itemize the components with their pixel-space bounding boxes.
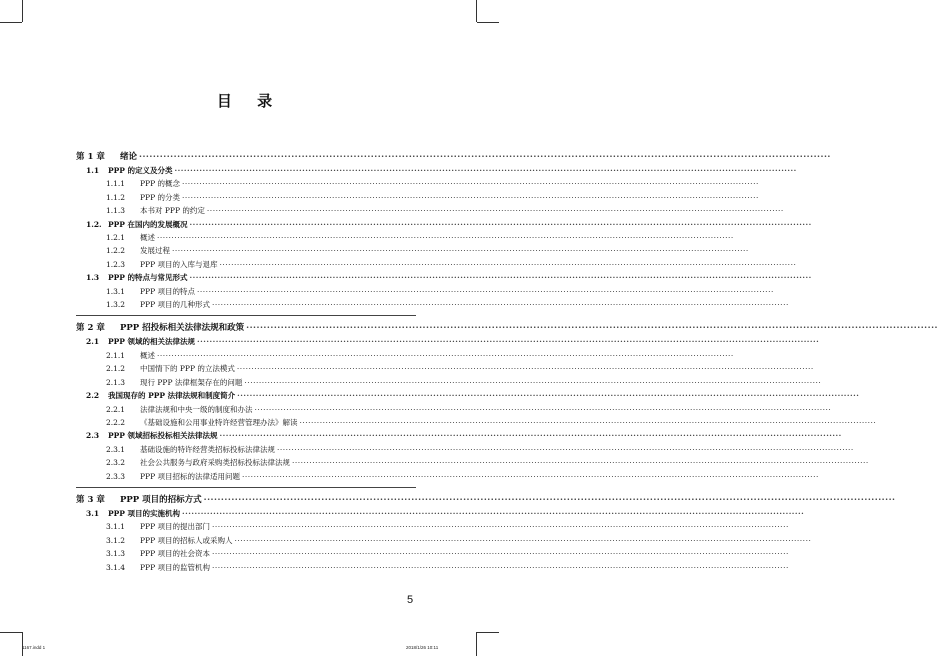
toc-subsection-title: 本书对 PPP 的约定 (140, 206, 205, 216)
dot-leader: ········································································································································································································ (292, 458, 869, 468)
dot-leader: ········································································································································································································ (246, 323, 938, 334)
toc-subsection (76, 403, 832, 416)
toc-subsection-title: PPP 项目的特点 (140, 286, 196, 296)
toc-subsection-number: 2.2.1 (106, 404, 126, 414)
toc-subsection-title: 发展过程 (140, 246, 170, 256)
toc-subsection (76, 547, 789, 560)
toc-subsection-title: 《基础设施和公用事业特许经营管理办法》解读 (140, 417, 298, 427)
toc-subsection-number: 2.3.3 (106, 471, 126, 481)
dot-leader: ········································································································································································································ (189, 273, 812, 283)
toc-subsection-number: 2.1.1 (106, 350, 126, 360)
dot-leader: ········································································································································································································ (182, 508, 805, 518)
toc-subsection-title: 概述 (140, 350, 155, 360)
toc-section (76, 335, 820, 348)
dot-leader: ········································································································································································································ (299, 417, 877, 427)
toc-subsection-number: 1.1.2 (106, 192, 126, 202)
toc-subsection (76, 244, 749, 257)
crop-mark (477, 22, 499, 23)
table-of-contents (76, 150, 938, 574)
page-title: 目 录 (216, 92, 283, 110)
toc-section-title: PPP 领域的相关法律法规 (108, 337, 196, 347)
toc-section-title: PPP 在国内的发展概况 (108, 219, 188, 229)
toc-subsection (76, 231, 734, 244)
toc-chapter-title: PPP 招投标相关法律法规和政策 (120, 323, 245, 334)
toc-subsection-number: 1.1.1 (106, 179, 126, 189)
toc-subsection (76, 204, 784, 217)
dot-leader: ········································································································································································································ (212, 522, 789, 532)
crop-mark (22, 0, 23, 22)
toc-section (76, 507, 805, 520)
dot-leader: ········································································································································································································ (157, 233, 734, 243)
toc-subsection (76, 258, 797, 271)
toc-subsection (76, 376, 822, 389)
dot-leader: ········································································································································································································ (197, 337, 820, 347)
toc-section (76, 429, 842, 442)
toc-section-number: 2.2 (86, 391, 100, 401)
toc-subsection-title: 中国情下的 PPP 的立法模式 (140, 364, 235, 374)
toc-subsection-title: 法律法规和中央一级的制度和办法 (140, 404, 253, 414)
toc-subsection (76, 191, 759, 204)
toc-subsection-number: 2.1.2 (106, 364, 126, 374)
dot-leader: ········································································································································································································ (212, 300, 789, 310)
toc-subsection-number: 2.1.3 (106, 377, 126, 387)
toc-subsection-number: 2.3.1 (106, 444, 126, 454)
dot-leader: ········································································································································································································ (219, 431, 842, 441)
toc-subsection (76, 177, 759, 190)
page-number: 5 (407, 594, 414, 606)
toc-section-number: 1.3 (86, 273, 100, 283)
chapter-divider (76, 315, 416, 316)
toc-subsection-title: PPP 项目的监管机构 (140, 562, 211, 572)
toc-subsection-number: 1.2.3 (106, 259, 126, 269)
dot-leader: ········································································································································································································ (236, 364, 814, 374)
dot-leader: ········································································································································································································ (277, 444, 854, 454)
toc-section-title: PPP 项目的实施机构 (108, 508, 181, 518)
crop-mark (476, 0, 477, 22)
toc-subsection-title: PPP 项目的入库与退库 (140, 259, 218, 269)
dot-leader: ········································································································································································································ (219, 259, 797, 269)
toc-chapter-title: 绪论 (120, 152, 138, 162)
toc-subsection-title: 概述 (140, 233, 155, 243)
dot-leader: ········································································································································································································ (242, 471, 819, 481)
toc-section (76, 389, 860, 402)
dot-leader: ········································································································································································································ (157, 350, 734, 360)
toc-subsection (76, 520, 789, 533)
toc-subsection (76, 443, 854, 456)
toc-chapter-title: PPP 项目的招标方式 (120, 494, 202, 505)
crop-mark (477, 632, 499, 633)
dot-leader: ········································································································································································································ (254, 404, 832, 414)
toc-subsection-number: 1.2.1 (106, 233, 126, 243)
dot-leader: ········································································································································································································ (244, 377, 822, 387)
toc-subsection (76, 470, 819, 483)
toc-subsection (76, 456, 869, 469)
toc-chapter-number: 第 2 章 (76, 323, 105, 334)
crop-mark (22, 632, 23, 656)
dot-leader: ········································································································································································································ (197, 286, 774, 296)
crop-mark (0, 22, 22, 23)
toc-subsection (76, 285, 774, 298)
dot-leader: ········································································································································································································ (182, 192, 759, 202)
toc-chapter (76, 493, 896, 507)
dot-leader: ········································································································································································································ (139, 152, 831, 162)
toc-subsection-number: 3.1.3 (106, 549, 126, 559)
dot-leader: ········································································································································································································ (212, 549, 789, 559)
toc-subsection-title: 社会公共服务与政府采购类招标投标法律法规 (140, 458, 290, 468)
toc-section-number: 1.2. (86, 219, 102, 229)
toc-subsection (76, 561, 789, 574)
dot-leader: ········································································································································································································ (182, 179, 759, 189)
toc-subsection-title: 基础设施的特许经营类招标投标法律法规 (140, 444, 275, 454)
toc-subsection-title: PPP 项目的招标人或采购人 (140, 535, 233, 545)
toc-subsection-title: PPP 的概念 (140, 179, 181, 189)
toc-section-title: 我国现存的 PPP 法律法规和制度简介 (108, 391, 236, 401)
toc-subsection-number: 3.1.2 (106, 535, 126, 545)
toc-subsection-number: 2.3.2 (106, 458, 126, 468)
toc-chapter (76, 150, 831, 164)
toc-subsection-title: PPP 项目的几种形式 (140, 300, 211, 310)
toc-subsection-title: PPP 项目的提出部门 (140, 522, 211, 532)
dot-leader: ········································································································································································································ (237, 391, 860, 401)
toc-section-title: PPP 的定义及分类 (108, 166, 173, 175)
toc-subsection-title: 现行 PPP 法律框架存在的问题 (140, 377, 243, 387)
toc-subsection (76, 362, 814, 375)
toc-chapter (76, 321, 938, 335)
toc-subsection (76, 349, 734, 362)
crop-mark (476, 632, 477, 656)
toc-subsection-number: 2.2.2 (106, 417, 126, 427)
dot-leader: ········································································································································································································ (234, 535, 812, 545)
toc-chapter-number: 第 3 章 (76, 494, 105, 505)
toc-subsection-number: 1.3.1 (106, 286, 126, 296)
toc-subsection-title: PPP 的分类 (140, 192, 181, 202)
dot-leader: ········································································································································································································ (189, 219, 812, 229)
toc-chapter-number: 第 1 章 (76, 152, 105, 162)
toc-section (76, 164, 797, 177)
toc-section-number: 3.1 (86, 508, 100, 518)
toc-section (76, 271, 812, 284)
toc-subsection (76, 416, 877, 429)
crop-mark (0, 632, 22, 633)
toc-subsection-title: PPP 项目招标的法律适用问题 (140, 471, 241, 481)
toc-section-title: PPP 的特点与常见形式 (108, 273, 188, 283)
chapter-divider (76, 487, 416, 488)
toc-subsection-number: 3.1.4 (106, 562, 126, 572)
toc-section-number: 1.1 (86, 166, 100, 175)
dot-leader: ········································································································································································································ (172, 246, 749, 256)
footer-file-label: 1167.indd 1 (22, 645, 46, 650)
dot-leader: ········································································································································································································ (206, 206, 784, 216)
toc-subsection-number: 1.2.2 (106, 246, 126, 256)
toc-subsection-number: 1.1.3 (106, 206, 126, 216)
dot-leader: ········································································································································································································ (203, 494, 896, 505)
toc-section-number: 2.1 (86, 337, 100, 347)
toc-section-number: 2.3 (86, 431, 100, 441)
toc-subsection-number: 3.1.1 (106, 522, 126, 532)
dot-leader: ········································································································································································································ (174, 166, 797, 175)
dot-leader: ········································································································································································································ (212, 562, 789, 572)
toc-subsection (76, 534, 812, 547)
toc-subsection-title: PPP 项目的社会资本 (140, 549, 211, 559)
toc-section-title: PPP 领域招标投标相关法律法规 (108, 431, 218, 441)
toc-section (76, 218, 812, 231)
toc-subsection-number: 1.3.2 (106, 300, 126, 310)
footer-timestamp: 2018/1/26 10:11 (406, 645, 439, 650)
toc-subsection (76, 298, 789, 311)
